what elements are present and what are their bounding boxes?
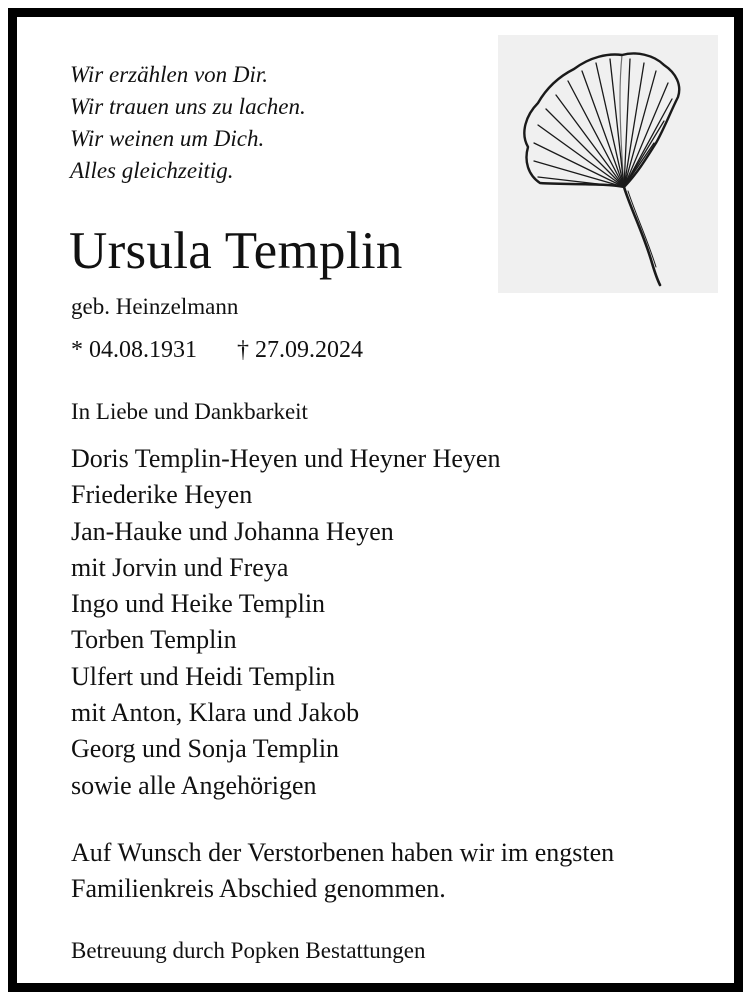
mourner-line: Friederike Heyen <box>71 480 253 510</box>
mourner-line: Ulfert und Heidi Templin <box>71 661 336 691</box>
maiden-name: geb. Heinzelmann <box>71 294 239 319</box>
ginkgo-leaf-icon <box>498 35 718 293</box>
poem-line: Wir trauen uns zu lachen. <box>70 94 306 119</box>
mourner-line: Doris Templin-Heyen und Heyner Heyen <box>71 444 501 473</box>
ginkgo-leaf-image <box>498 35 718 293</box>
mourner-line: Ingo und Heike Templin <box>71 589 326 619</box>
mourner-line: mit Jorvin und Freya <box>71 552 289 582</box>
mourner-line: Torben Templin <box>71 625 237 655</box>
deceased-name: Ursula Templin <box>69 222 403 280</box>
mourners-list <box>71 441 500 804</box>
birth-date: * 04.08.1931 <box>71 337 197 363</box>
mourner-line: sowie alle Angehörigen <box>71 770 317 800</box>
life-dates <box>71 334 363 366</box>
poem <box>70 59 306 187</box>
farewell-note <box>71 835 614 907</box>
note-line: Auf Wunsch der Verstorbenen haben wir im engsten <box>71 838 615 867</box>
mourner-line: Georg und Sonja Templin <box>71 734 340 764</box>
mourner-line: mit Anton, Klara und Jakob <box>71 698 360 728</box>
funeral-home-credit: Betreuung durch Popken Bestattungen <box>71 938 426 963</box>
obituary-frame <box>8 8 743 992</box>
death-date: † 27.09.2024 <box>237 337 363 363</box>
note-line: Familienkreis Abschied genommen. <box>71 874 446 903</box>
poem-line: Wir erzählen von Dir. <box>70 62 269 87</box>
poem-line: Wir weinen um Dich. <box>70 126 265 151</box>
poem-line: Alles gleichzeitig. <box>70 158 234 183</box>
mourner-line: Jan-Hauke und Johanna Heyen <box>71 516 394 546</box>
dedication: In Liebe und Dankbarkeit <box>71 399 308 424</box>
